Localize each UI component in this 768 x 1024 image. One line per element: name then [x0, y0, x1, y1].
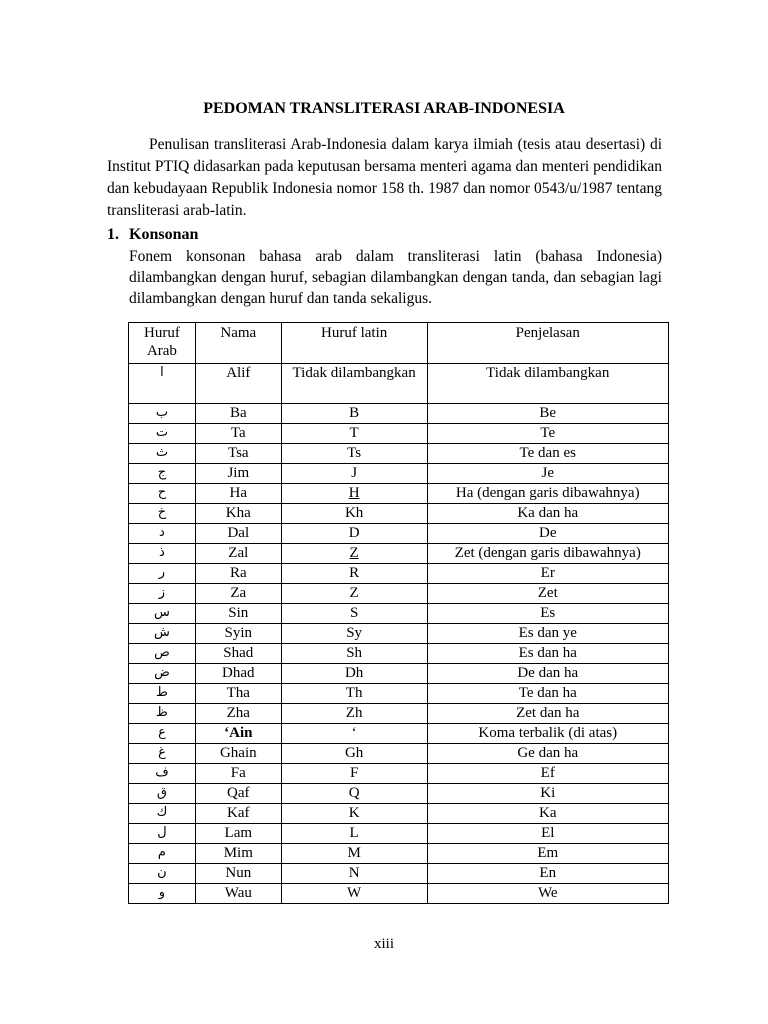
- table-row: [129, 644, 669, 664]
- cell-nama: Jim: [195, 464, 281, 484]
- cell-nama: Ba: [195, 404, 281, 424]
- table-row: [129, 684, 669, 704]
- cell-huruf-latin: Z: [281, 584, 427, 604]
- cell-huruf-arab: ف: [129, 764, 196, 784]
- cell-huruf-arab: خ: [129, 504, 196, 524]
- cell-huruf-latin: Q: [281, 784, 427, 804]
- cell-huruf-arab: و: [129, 884, 196, 904]
- cell-penjelasan: We: [427, 884, 668, 904]
- table-row: [129, 844, 669, 864]
- cell-huruf-latin: R: [281, 564, 427, 584]
- cell-huruf-arab: ن: [129, 864, 196, 884]
- cell-nama: Syin: [195, 624, 281, 644]
- cell-penjelasan: De: [427, 524, 668, 544]
- cell-penjelasan: Es: [427, 604, 668, 624]
- table-row: [129, 584, 669, 604]
- cell-penjelasan: En: [427, 864, 668, 884]
- cell-penjelasan: Zet (dengan garis dibawahnya): [427, 544, 668, 564]
- page-title: PEDOMAN TRANSLITERASI ARAB-INDONESIA: [203, 100, 565, 117]
- cell-nama: Dhad: [195, 664, 281, 684]
- section-number: 1.: [107, 226, 119, 243]
- cell-huruf-latin: T: [281, 424, 427, 444]
- cell-huruf-latin: F: [281, 764, 427, 784]
- cell-penjelasan: De dan ha: [427, 664, 668, 684]
- cell-huruf-latin: L: [281, 824, 427, 844]
- cell-huruf-arab: ض: [129, 664, 196, 684]
- cell-nama: Ha: [195, 484, 281, 504]
- cell-nama: Nun: [195, 864, 281, 884]
- cell-huruf-arab: ع: [129, 724, 196, 744]
- cell-huruf-arab: ج: [129, 464, 196, 484]
- cell-huruf-latin: Th: [281, 684, 427, 704]
- cell-nama: Fa: [195, 764, 281, 784]
- cell-huruf-arab: م: [129, 844, 196, 864]
- cell-penjelasan: Tidak dilambangkan: [427, 364, 668, 404]
- page-number: xiii: [373, 936, 394, 952]
- table-row: [129, 724, 669, 744]
- table-row: [129, 564, 669, 584]
- cell-nama: Wau: [195, 884, 281, 904]
- cell-huruf-latin: H: [281, 484, 427, 504]
- cell-huruf-arab: ك: [129, 804, 196, 824]
- table-row: [129, 544, 669, 564]
- cell-nama: Ra: [195, 564, 281, 584]
- cell-huruf-arab: غ: [129, 744, 196, 764]
- table-row: [129, 624, 669, 644]
- cell-penjelasan: Ka: [427, 804, 668, 824]
- cell-huruf-arab: ح: [129, 484, 196, 504]
- header-penjelasan: Penjelasan: [427, 323, 668, 364]
- intro-paragraph: Penulisan transliterasi Arab-Indonesia dalam karya ilmiah (tesis atau desertasi) di Institut PTIQ didasarkan pada keputusan bersama menteri agama dan menteri pendidikan dan kebudayaan Republik Indonesia nomor 158 th. 1987 dan nomor 0543/u/1987 tentang transliterasi arab-latin.: [107, 136, 662, 219]
- cell-huruf-latin: W: [281, 884, 427, 904]
- cell-nama: Za: [195, 584, 281, 604]
- table-row: [129, 444, 669, 464]
- cell-penjelasan: Ge dan ha: [427, 744, 668, 764]
- table-row: [129, 504, 669, 524]
- cell-penjelasan: Te dan es: [427, 444, 668, 464]
- cell-penjelasan: Ha (dengan garis dibawahnya): [427, 484, 668, 504]
- cell-huruf-latin: Dh: [281, 664, 427, 684]
- cell-huruf-arab: ت: [129, 424, 196, 444]
- cell-nama: Qaf: [195, 784, 281, 804]
- section-heading: [107, 226, 198, 244]
- cell-nama: Tha: [195, 684, 281, 704]
- cell-penjelasan: El: [427, 824, 668, 844]
- cell-penjelasan: Be: [427, 404, 668, 424]
- table-row: [129, 604, 669, 624]
- cell-nama: Dal: [195, 524, 281, 544]
- cell-penjelasan: Ka dan ha: [427, 504, 668, 524]
- transliteration-table: [128, 322, 669, 904]
- cell-huruf-arab: ق: [129, 784, 196, 804]
- cell-huruf-arab: ث: [129, 444, 196, 464]
- cell-nama: Zha: [195, 704, 281, 724]
- cell-huruf-latin: B: [281, 404, 427, 424]
- cell-huruf-latin: J: [281, 464, 427, 484]
- cell-nama: Kaf: [195, 804, 281, 824]
- cell-huruf-arab: ص: [129, 644, 196, 664]
- cell-huruf-latin: Gh: [281, 744, 427, 764]
- cell-huruf-arab: ز: [129, 584, 196, 604]
- cell-huruf-latin: Kh: [281, 504, 427, 524]
- cell-nama: Tsa: [195, 444, 281, 464]
- table-row: [129, 484, 669, 504]
- cell-nama: Sin: [195, 604, 281, 624]
- header-nama: Nama: [195, 323, 281, 364]
- cell-huruf-arab: ر: [129, 564, 196, 584]
- cell-penjelasan: Koma terbalik (di atas): [427, 724, 668, 744]
- cell-huruf-latin: Sy: [281, 624, 427, 644]
- table-row: [129, 864, 669, 884]
- cell-nama: Ghain: [195, 744, 281, 764]
- cell-penjelasan: Es dan ha: [427, 644, 668, 664]
- table-row: [129, 404, 669, 424]
- cell-nama: ‘Ain: [195, 724, 281, 744]
- cell-huruf-arab: ظ: [129, 704, 196, 724]
- table-row: [129, 664, 669, 684]
- table-row: [129, 764, 669, 784]
- cell-penjelasan: Zet: [427, 584, 668, 604]
- cell-penjelasan: Es dan ye: [427, 624, 668, 644]
- cell-huruf-latin: S: [281, 604, 427, 624]
- section-paragraph: Fonem konsonan bahasa arab dalam transliterasi latin (bahasa Indonesia) dilambangkan dengan huruf, sebagian dilambangkan dengan tanda, dan sebagian lagi dilambangkan dengan huruf dan tanda sekaligus.: [129, 248, 662, 307]
- cell-nama: Alif: [195, 364, 281, 404]
- table-row: [129, 824, 669, 844]
- header-huruf-latin: Huruf latin: [281, 323, 427, 364]
- cell-huruf-latin: Z: [281, 544, 427, 564]
- header-huruf-arab: Huruf Arab: [129, 323, 196, 364]
- cell-penjelasan: Zet dan ha: [427, 704, 668, 724]
- section-title: Konsonan: [129, 226, 199, 243]
- cell-nama: Zal: [195, 544, 281, 564]
- cell-nama: Lam: [195, 824, 281, 844]
- table-row: [129, 884, 669, 904]
- cell-penjelasan: Ki: [427, 784, 668, 804]
- cell-penjelasan: Te: [427, 424, 668, 444]
- table-row: [129, 364, 669, 404]
- cell-penjelasan: Ef: [427, 764, 668, 784]
- cell-huruf-latin: Sh: [281, 644, 427, 664]
- table-row: [129, 704, 669, 724]
- table-row: [129, 784, 669, 804]
- cell-huruf-latin: N: [281, 864, 427, 884]
- cell-huruf-latin: M: [281, 844, 427, 864]
- cell-huruf-arab: ذ: [129, 544, 196, 564]
- cell-penjelasan: Er: [427, 564, 668, 584]
- cell-huruf-latin: ‘: [281, 724, 427, 744]
- cell-huruf-arab: د: [129, 524, 196, 544]
- table-header-row: [129, 323, 669, 364]
- cell-huruf-latin: D: [281, 524, 427, 544]
- cell-huruf-arab: ل: [129, 824, 196, 844]
- cell-penjelasan: Em: [427, 844, 668, 864]
- table-row: [129, 804, 669, 824]
- table-row: [129, 464, 669, 484]
- cell-penjelasan: Te dan ha: [427, 684, 668, 704]
- cell-penjelasan: Je: [427, 464, 668, 484]
- cell-huruf-latin: Tidak dilambangkan: [281, 364, 427, 404]
- cell-nama: Ta: [195, 424, 281, 444]
- table-row: [129, 424, 669, 444]
- cell-nama: Kha: [195, 504, 281, 524]
- table-body: [129, 364, 669, 904]
- cell-nama: Shad: [195, 644, 281, 664]
- cell-huruf-arab: ط: [129, 684, 196, 704]
- table-row: [129, 744, 669, 764]
- cell-huruf-latin: K: [281, 804, 427, 824]
- cell-huruf-arab: ا: [129, 364, 196, 404]
- cell-nama: Mim: [195, 844, 281, 864]
- table-row: [129, 524, 669, 544]
- cell-huruf-arab: س: [129, 604, 196, 624]
- cell-huruf-arab: ب: [129, 404, 196, 424]
- cell-huruf-latin: Ts: [281, 444, 427, 464]
- cell-huruf-arab: ش: [129, 624, 196, 644]
- cell-huruf-latin: Zh: [281, 704, 427, 724]
